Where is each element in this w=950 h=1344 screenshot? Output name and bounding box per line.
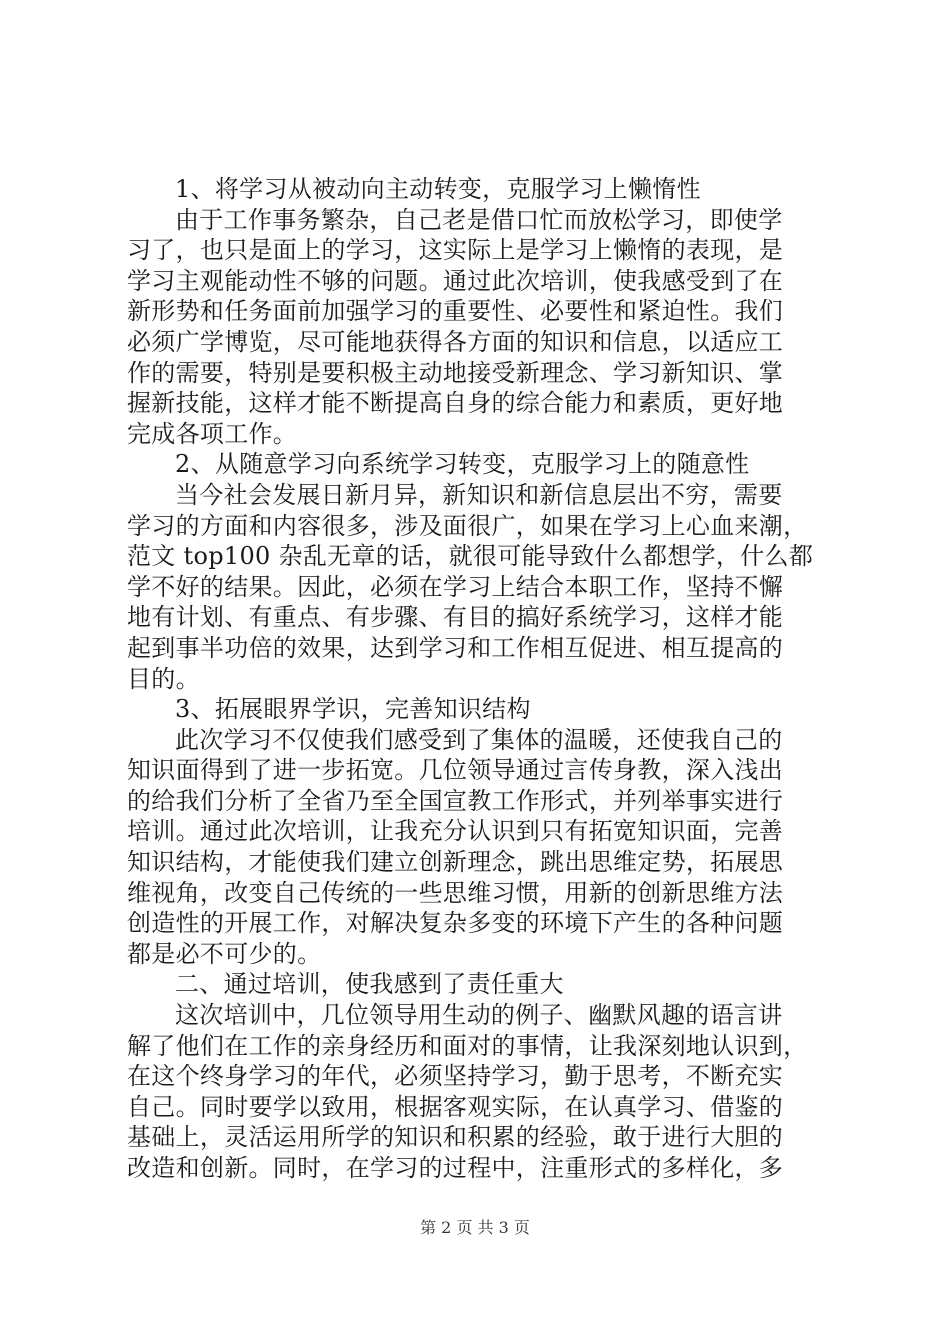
section-heading: 二、通过培训，使我感到了责任重大	[175, 970, 564, 999]
text-line: 知识结构，才能使我们建立创新理念，跳出思维定势，拓展思	[127, 848, 784, 877]
text-line: 解了他们在工作的亲身经历和面对的事情，让我深刻地认识到，	[127, 1031, 808, 1060]
text-line: 创造性的开展工作，对解决复杂多变的环境下产生的各种问题	[127, 909, 784, 938]
text-line: 培训。通过此次培训，让我充分认识到只有拓宽知识面，完善	[127, 817, 784, 846]
text-line: 这次培训中，几位领导用生动的例子、幽默风趣的语言讲	[175, 1001, 783, 1030]
text-line: 维视角，改变自己传统的一些思维习惯，用新的创新思维方法	[127, 878, 784, 907]
text-line: 必须广学博览，尽可能地获得各方面的知识和信息，以适应工	[127, 327, 784, 356]
text-line: 起到事半功倍的效果，达到学习和工作相互促进、相互提高的	[127, 633, 784, 662]
text-line: 目的。	[127, 664, 200, 693]
text-line: 习了，也只是面上的学习，这实际上是学习上懒惰的表现，是	[127, 236, 784, 265]
text-line: 范文 top100 杂乱无章的话，就很可能导致什么都想学，什么都	[127, 542, 814, 571]
section-heading: 1、将学习从被动向主动转变，克服学习上懒惰性	[175, 175, 701, 203]
text-line: 在这个终身学习的年代，必须坚持学习，勤于思考，不断充实	[127, 1062, 784, 1091]
section-heading: 3、拓展眼界学识，完善知识结构	[175, 695, 531, 724]
text-line: 新形势和任务面前加强学习的重要性、必要性和紧迫性。我们	[127, 297, 784, 326]
text-line: 知识面得到了进一步拓宽。几位领导通过言传身教，深入浅出	[127, 756, 784, 785]
text-line: 的给我们分析了全省乃至全国宣教工作形式，并列举事实进行	[127, 786, 784, 815]
text-line: 握新技能，这样才能不断提高自身的综合能力和素质，更好地	[127, 389, 784, 418]
text-line: 完成各项工作。	[127, 419, 298, 448]
document-body	[127, 174, 837, 1184]
text-line: 地有计划、有重点、有步骤、有目的搞好系统学习，这样才能	[127, 603, 784, 632]
text-line: 此次学习不仅使我们感受到了集体的温暖，还使我自己的	[175, 725, 783, 754]
text-line: 由于工作事务繁杂，自己老是借口忙而放松学习，即使学	[175, 205, 783, 234]
text-line: 当今社会发展日新月异，新知识和新信息层出不穷，需要	[175, 480, 783, 509]
text-line: 学不好的结果。因此，必须在学习上结合本职工作，坚持不懈	[127, 572, 784, 601]
section-heading: 2、从随意学习向系统学习转变，克服学习上的随意性	[175, 450, 750, 479]
text-line: 改造和创新。同时，在学习的过程中，注重形式的多样化，多	[127, 1154, 784, 1182]
text-line: 学习主观能动性不够的问题。通过此次培训，使我感受到了在	[127, 266, 784, 295]
page-footer: 第 2 页 共 3 页	[420, 1218, 530, 1237]
text-line: 作的需要，特别是要积极主动地接受新理念、学习新知识、掌	[127, 358, 784, 387]
text-line: 基础上，灵活运用所学的知识和积累的经验，敢于进行大胆的	[127, 1123, 784, 1152]
text-line: 学习的方面和内容很多，涉及面很广，如果在学习上心血来潮，	[127, 511, 808, 540]
text-line: 自己。同时要学以致用，根据客观实际，在认真学习、借鉴的	[127, 1092, 784, 1121]
text-line: 都是必不可少的。	[127, 939, 322, 968]
